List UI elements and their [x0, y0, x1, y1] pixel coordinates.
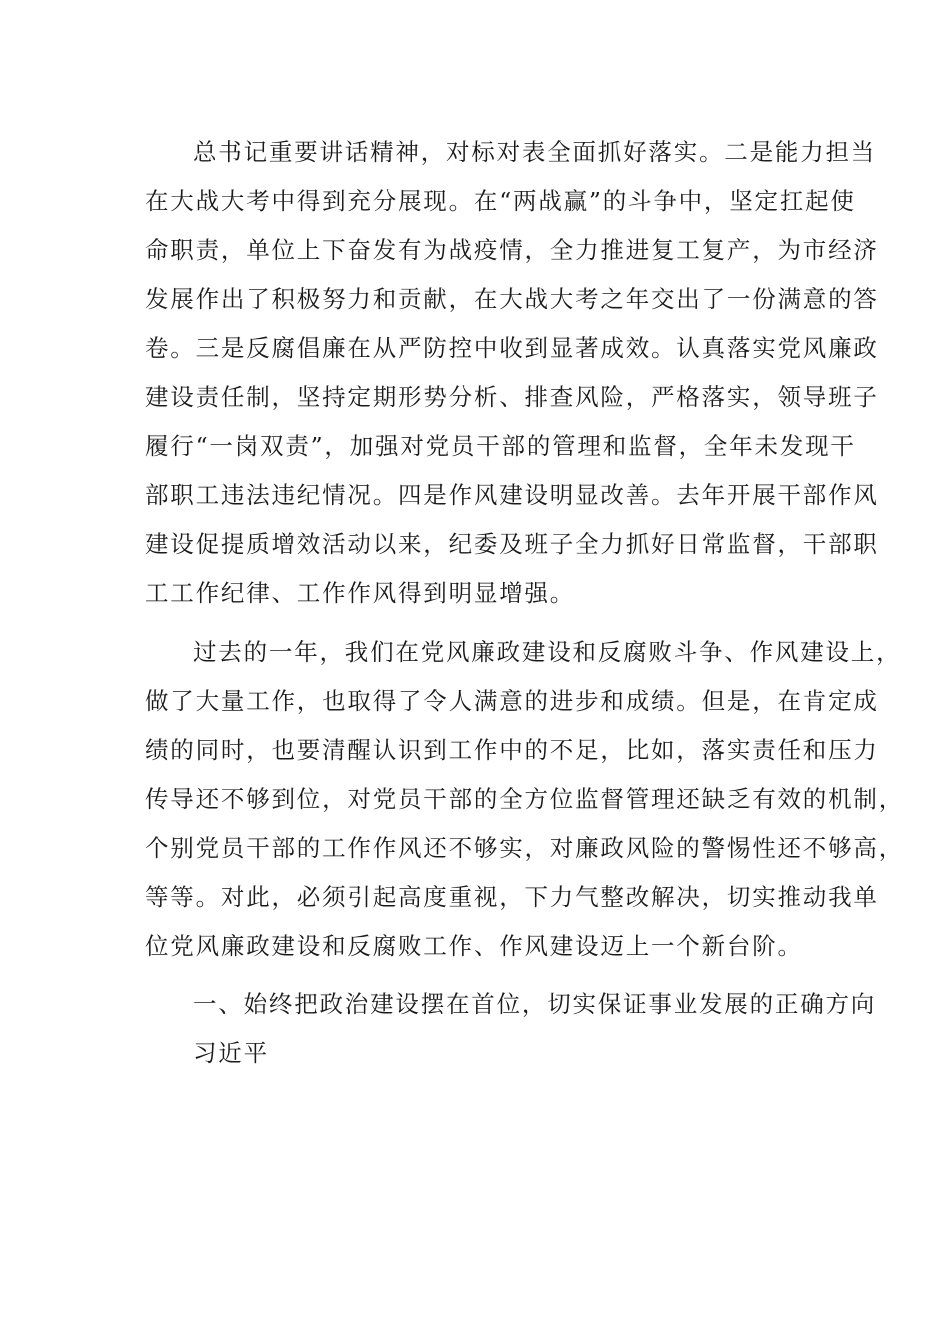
text-line: 部职工违法违纪情况。四是作风建设明显改善。去年开展干部作风 — [145, 481, 879, 509]
text-line: 工工作纪律、工作作风得到明显增强。 — [145, 579, 576, 607]
text-line: 位党风廉政建设和反腐败工作、作风建设迈上一个新台阶。 — [145, 932, 803, 960]
text-line: 做了大量工作，也取得了令人满意的进步和成绩。但是，在肯定成 — [145, 687, 879, 715]
text-line: 习近平 — [193, 1039, 269, 1067]
text-line: 绩的同时，也要清醒认识到工作中的不足，比如，落实责任和压力 — [145, 736, 879, 764]
text-line: 建设促提质增效活动以来，纪委及班子全力抓好日常监督，干部职 — [145, 530, 879, 558]
text-line: 个别党员干部的工作作风还不够实，对廉政风险的警惕性还不够高， — [145, 834, 904, 862]
section-heading: 一、始终把政治建设摆在首位，切实保证事业发展的正确方向 — [193, 990, 877, 1018]
text-line: 命职责，单位上下奋发有为战疫情，全力推进复工复产，为市经济 — [145, 236, 879, 264]
text-line: 在大战大考中得到充分展现。在“两战赢”的斗争中，坚定扛起使 — [145, 187, 856, 215]
text-line: 传导还不够到位，对党员干部的全方位监督管理还缺乏有效的机制， — [145, 785, 904, 813]
text-line: 等等。对此，必须引起高度重视，下力气整改解决，切实推动我单 — [145, 883, 879, 911]
text-line: 建设责任制，坚持定期形势分析、排查风险，严格落实，领导班子 — [145, 383, 879, 411]
text-line: 履行“一岗双责”，加强对党员干部的管理和监督，全年未发现干 — [145, 432, 856, 460]
text-line: 卷。三是反腐倡廉在从严防控中收到显著成效。认真落实党风廉政 — [145, 334, 879, 362]
text-line: 发展作出了积极努力和贡献，在大战大考之年交出了一份满意的答 — [145, 285, 879, 313]
text-line: 过去的一年，我们在党风廉政建设和反腐败斗争、作风建设上， — [193, 638, 902, 666]
text-line: 总书记重要讲话精神，对标对表全面抓好落实。二是能力担当 — [193, 138, 877, 166]
